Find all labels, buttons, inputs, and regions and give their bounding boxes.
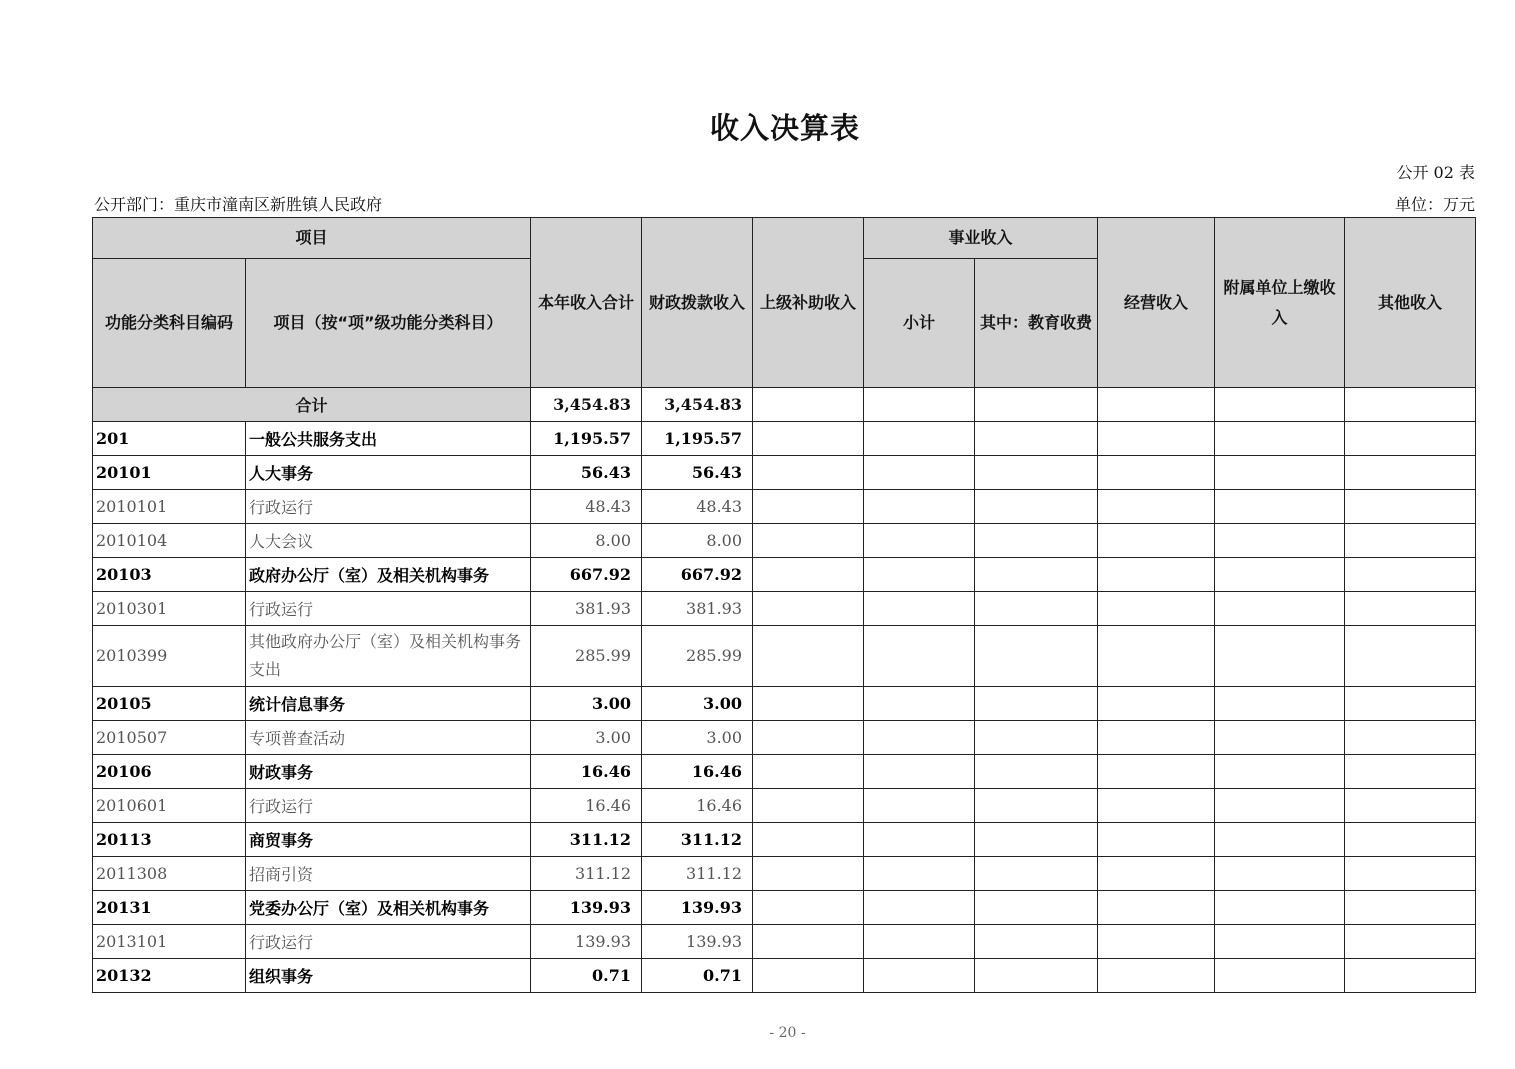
empty-cell <box>1345 592 1476 626</box>
table-row <box>93 823 1476 857</box>
total-income-cell: 3.00 <box>531 721 642 755</box>
empty-cell <box>1345 422 1476 456</box>
empty-cell <box>975 721 1098 755</box>
code-cell: 2010101 <box>93 490 246 524</box>
empty-cell <box>1215 422 1345 456</box>
empty-cell <box>975 789 1098 823</box>
empty-cell <box>1215 959 1345 993</box>
empty-cell <box>975 456 1098 490</box>
empty-cell <box>864 755 975 789</box>
empty-cell <box>864 721 975 755</box>
empty-cell <box>1098 721 1215 755</box>
empty-cell <box>1345 687 1476 721</box>
fiscal-cell: 381.93 <box>642 592 753 626</box>
empty-cell <box>975 626 1098 687</box>
empty-cell <box>753 857 864 891</box>
header-name: 项目（按“项”级功能分类科目） <box>246 259 531 388</box>
income-table <box>92 217 1476 993</box>
name-cell: 行政运行 <box>246 925 531 959</box>
table-row <box>93 626 1476 687</box>
fiscal-cell: 3.00 <box>642 687 753 721</box>
empty-cell <box>975 388 1098 422</box>
fiscal-cell: 8.00 <box>642 524 753 558</box>
empty-cell <box>753 626 864 687</box>
empty-cell <box>1215 721 1345 755</box>
empty-cell <box>864 558 975 592</box>
name-cell: 一般公共服务支出 <box>246 422 531 456</box>
header-total-income: 本年收入合计 <box>531 218 642 388</box>
empty-cell <box>753 490 864 524</box>
empty-cell <box>975 755 1098 789</box>
total-income-cell: 16.46 <box>531 755 642 789</box>
empty-cell <box>753 959 864 993</box>
name-cell: 党委办公厅（室）及相关机构事务 <box>246 891 531 925</box>
empty-cell <box>1215 755 1345 789</box>
empty-cell <box>1215 925 1345 959</box>
unit-label: 单位：万元 <box>1394 195 1475 214</box>
name-cell: 行政运行 <box>246 490 531 524</box>
code-cell: 2010301 <box>93 592 246 626</box>
empty-cell <box>753 422 864 456</box>
empty-cell <box>1098 687 1215 721</box>
empty-cell <box>975 687 1098 721</box>
empty-cell <box>753 823 864 857</box>
total-fiscal-cell: 3,454.83 <box>642 388 753 422</box>
header-affiliated: 附属单位上缴收入 <box>1215 218 1345 388</box>
empty-cell <box>1345 388 1476 422</box>
empty-cell <box>1098 558 1215 592</box>
name-cell: 其他政府办公厅（室）及相关机构事务支出 <box>246 626 531 687</box>
empty-cell <box>753 925 864 959</box>
code-cell: 2010507 <box>93 721 246 755</box>
header-subsidy: 上级补助收入 <box>753 218 864 388</box>
header-business: 事业收入 <box>864 218 1098 259</box>
code-cell: 2010601 <box>93 789 246 823</box>
total-income-cell: 8.00 <box>531 524 642 558</box>
empty-cell <box>864 823 975 857</box>
empty-cell <box>1215 524 1345 558</box>
empty-cell <box>753 388 864 422</box>
fiscal-cell: 16.46 <box>642 755 753 789</box>
empty-cell <box>1215 789 1345 823</box>
name-cell: 人大事务 <box>246 456 531 490</box>
fiscal-cell: 16.46 <box>642 789 753 823</box>
empty-cell <box>753 721 864 755</box>
empty-cell <box>1098 755 1215 789</box>
empty-cell <box>1098 456 1215 490</box>
name-cell: 招商引资 <box>246 857 531 891</box>
code-cell: 201 <box>93 422 246 456</box>
empty-cell <box>1345 721 1476 755</box>
empty-cell <box>1215 857 1345 891</box>
header-other: 其他收入 <box>1345 218 1476 388</box>
empty-cell <box>753 558 864 592</box>
code-cell: 20131 <box>93 891 246 925</box>
table-row <box>93 959 1476 993</box>
table-row <box>93 789 1476 823</box>
table-row <box>93 755 1476 789</box>
total-income-cell: 139.93 <box>531 891 642 925</box>
empty-cell <box>1345 626 1476 687</box>
table-row <box>93 721 1476 755</box>
empty-cell <box>753 456 864 490</box>
empty-cell <box>1098 592 1215 626</box>
name-cell: 专项普查活动 <box>246 721 531 755</box>
empty-cell <box>975 524 1098 558</box>
empty-cell <box>1098 925 1215 959</box>
name-cell: 财政事务 <box>246 755 531 789</box>
empty-cell <box>975 891 1098 925</box>
total-income-cell: 285.99 <box>531 626 642 687</box>
total-row <box>93 388 1476 422</box>
page-title: 收入决算表 <box>709 111 860 145</box>
header-fiscal: 财政拨款收入 <box>642 218 753 388</box>
fiscal-cell: 311.12 <box>642 823 753 857</box>
total-income-cell: 667.92 <box>531 558 642 592</box>
total-income-cell: 56.43 <box>531 456 642 490</box>
empty-cell <box>1215 626 1345 687</box>
empty-cell <box>864 626 975 687</box>
empty-cell <box>864 422 975 456</box>
department-label: 公开部门：重庆市潼南区新胜镇人民政府 <box>94 195 383 214</box>
empty-cell <box>1098 490 1215 524</box>
name-cell: 统计信息事务 <box>246 687 531 721</box>
name-cell: 行政运行 <box>246 789 531 823</box>
empty-cell <box>753 891 864 925</box>
table-row <box>93 524 1476 558</box>
fiscal-cell: 311.12 <box>642 857 753 891</box>
empty-cell <box>1345 490 1476 524</box>
table-row <box>93 687 1476 721</box>
empty-cell <box>864 388 975 422</box>
empty-cell <box>1215 456 1345 490</box>
name-cell: 商贸事务 <box>246 823 531 857</box>
header-operating: 经营收入 <box>1098 218 1215 388</box>
code-cell: 2010104 <box>93 524 246 558</box>
empty-cell <box>864 456 975 490</box>
empty-cell <box>1215 592 1345 626</box>
total-income-cell: 381.93 <box>531 592 642 626</box>
fiscal-cell: 139.93 <box>642 891 753 925</box>
header-item: 项目 <box>93 218 531 259</box>
table-row <box>93 891 1476 925</box>
empty-cell <box>1098 959 1215 993</box>
empty-cell <box>975 857 1098 891</box>
total-income-cell: 16.46 <box>531 789 642 823</box>
empty-cell <box>975 592 1098 626</box>
total-income-cell: 1,195.57 <box>531 422 642 456</box>
total-income-cell: 48.43 <box>531 490 642 524</box>
code-cell: 20103 <box>93 558 246 592</box>
empty-cell <box>1215 490 1345 524</box>
header-code: 功能分类科目编码 <box>93 259 246 388</box>
total-income-cell: 311.12 <box>531 823 642 857</box>
empty-cell <box>1098 422 1215 456</box>
fiscal-cell: 56.43 <box>642 456 753 490</box>
code-cell: 20105 <box>93 687 246 721</box>
empty-cell <box>753 524 864 558</box>
empty-cell <box>1215 823 1345 857</box>
empty-cell <box>1215 891 1345 925</box>
table-row <box>93 422 1476 456</box>
empty-cell <box>1345 456 1476 490</box>
empty-cell <box>864 925 975 959</box>
empty-cell <box>864 959 975 993</box>
empty-cell <box>864 891 975 925</box>
table-row <box>93 456 1476 490</box>
empty-cell <box>1215 558 1345 592</box>
total-income-cell: 3.00 <box>531 687 642 721</box>
empty-cell <box>1345 959 1476 993</box>
name-cell: 行政运行 <box>246 592 531 626</box>
table-row <box>93 490 1476 524</box>
code-cell: 2013101 <box>93 925 246 959</box>
empty-cell <box>975 925 1098 959</box>
empty-cell <box>1098 388 1215 422</box>
empty-cell <box>864 857 975 891</box>
code-cell: 2011308 <box>93 857 246 891</box>
empty-cell <box>1345 789 1476 823</box>
fiscal-cell: 0.71 <box>642 959 753 993</box>
total-income-cell: 311.12 <box>531 857 642 891</box>
empty-cell <box>1098 789 1215 823</box>
empty-cell <box>1345 558 1476 592</box>
empty-cell <box>753 755 864 789</box>
fiscal-cell: 48.43 <box>642 490 753 524</box>
total-income-cell: 139.93 <box>531 925 642 959</box>
form-number: 公开 02 表 <box>1396 163 1475 182</box>
empty-cell <box>975 558 1098 592</box>
code-cell: 20113 <box>93 823 246 857</box>
fiscal-cell: 667.92 <box>642 558 753 592</box>
empty-cell <box>864 789 975 823</box>
empty-cell <box>1215 388 1345 422</box>
empty-cell <box>1345 857 1476 891</box>
empty-cell <box>1098 823 1215 857</box>
empty-cell <box>864 687 975 721</box>
code-cell: 2010399 <box>93 626 246 687</box>
code-cell: 20101 <box>93 456 246 490</box>
empty-cell <box>975 959 1098 993</box>
empty-cell <box>1098 524 1215 558</box>
empty-cell <box>753 592 864 626</box>
empty-cell <box>864 524 975 558</box>
empty-cell <box>1215 687 1345 721</box>
table-row <box>93 558 1476 592</box>
code-cell: 20106 <box>93 755 246 789</box>
header-subtotal: 小计 <box>864 259 975 388</box>
empty-cell <box>1345 925 1476 959</box>
empty-cell <box>1345 823 1476 857</box>
empty-cell <box>1345 755 1476 789</box>
empty-cell <box>753 687 864 721</box>
table-row <box>93 925 1476 959</box>
name-cell: 政府办公厅（室）及相关机构事务 <box>246 558 531 592</box>
name-cell: 人大会议 <box>246 524 531 558</box>
table-row <box>93 592 1476 626</box>
name-cell: 组织事务 <box>246 959 531 993</box>
empty-cell <box>753 789 864 823</box>
header-edu-fee: 其中：教育收费 <box>975 259 1098 388</box>
fiscal-cell: 139.93 <box>642 925 753 959</box>
total-income-cell: 3,454.83 <box>531 388 642 422</box>
fiscal-cell: 1,195.57 <box>642 422 753 456</box>
empty-cell <box>864 592 975 626</box>
empty-cell <box>1098 857 1215 891</box>
empty-cell <box>864 490 975 524</box>
fiscal-cell: 3.00 <box>642 721 753 755</box>
empty-cell <box>975 490 1098 524</box>
empty-cell <box>1098 626 1215 687</box>
total-income-cell: 0.71 <box>531 959 642 993</box>
empty-cell <box>975 823 1098 857</box>
empty-cell <box>1345 891 1476 925</box>
page-number: - 20 - <box>769 1025 806 1041</box>
fiscal-cell: 285.99 <box>642 626 753 687</box>
empty-cell <box>975 422 1098 456</box>
table-row <box>93 857 1476 891</box>
empty-cell <box>1345 524 1476 558</box>
code-cell: 20132 <box>93 959 246 993</box>
empty-cell <box>1098 891 1215 925</box>
total-label: 合计 <box>93 388 531 422</box>
